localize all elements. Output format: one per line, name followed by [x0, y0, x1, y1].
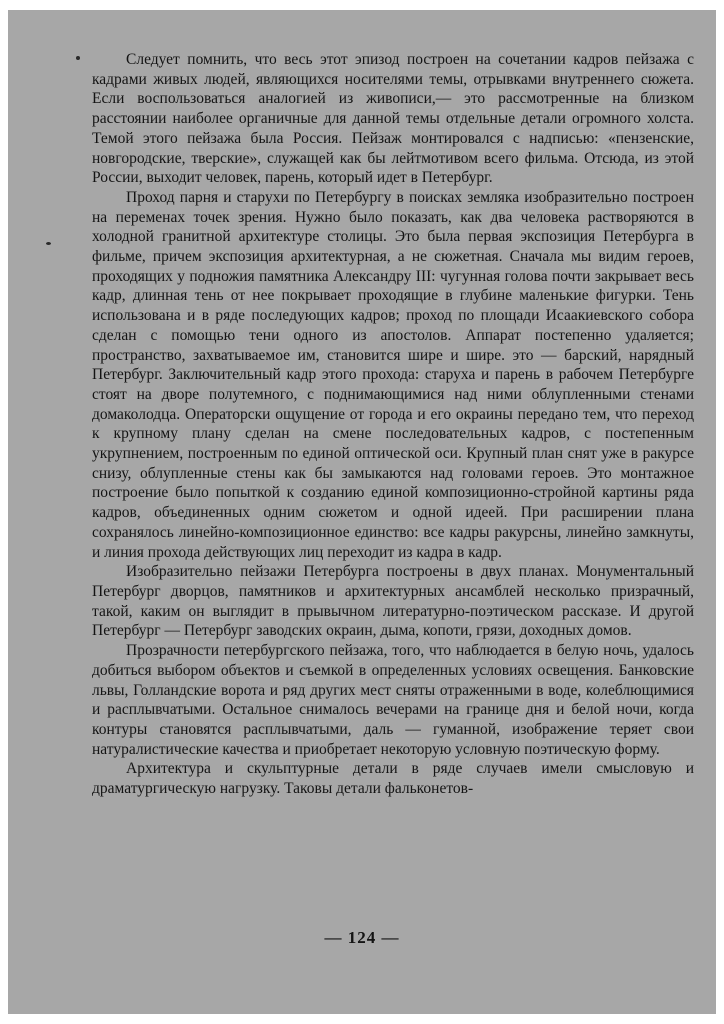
- ink-speck: [46, 242, 51, 245]
- page-number: — 124 —: [324, 928, 400, 947]
- ink-speck: [76, 56, 80, 60]
- paragraph-3: Изобразительно пейзажи Петербурга построены в двух планах. Монументальный Петербург дворцов, памятников и архитектурных ансамблей несколько призрачный, такой, каким он выглядит в прывычном литературно-поэтическом рассказе. И другой Петербург — Петербург заводских окраин, дыма, копоти, грязи, доходных домов.: [92, 563, 694, 640]
- paragraph-2: Проход парня и старухи по Петербургу в поисках земляка изобразительно построен на переменах точек зрения. Нужно было показать, как два человека растворяются в холодной гранитной архитектуре столицы. Это была первая экспозиция Петербурга в фильме, причем экспозиция архитектурная, а не сюжетная. Сначала мы видим героев, проходящих у подножия памятника Александру III: чугунная голова почти закрывает весь кадр, длинная тень от нее покрывает проходящие в глубине маленькие фигурки. Тень использована и в ряде последующих кадров; проход по площади Исаакиевского собора сделан с помощью тени одного из апостолов. Аппарат постепенно удаляется; пространство, захватываемое им, становится шире и шире. это — барский, нарядный Петербург. Заключительный кадр этого прохода: старуха и парень в рабочем Петербурге стоят на дворе полутемного, с поднимающимися над ними облупленными стенами домаколодца. Операторски ощущение от города и его окраины передано тем, что переход к крупному плану сделан на смене последовательных кадров, с постепенным укрупнением, построенным по единой оптической оси. Крупный план снят уже в ракурсе снизу, облупленные стены как бы замыкаются над головами героев. Это монтажное построение было попыткой к созданию единой композиционно-стройной картины ряда кадров, объединенных одним сюжетом и одной идеей. При расширении плана сохранялось линейно-композиционное единство: все кадры ракурсны, линейно замкнуты, и линия прохода действующих лиц переходит из кадра в кадр.: [92, 188, 694, 561]
- paragraph-1: Следует помнить, что весь этот эпизод построен на сочетании кадров пейзажа с кадрами живых людей, являющихся носителями темы, отрывками внутреннего сюжета. Если воспользоваться аналогией из живописи,— это рассмотренные на близком расстоянии наиболее органичные для данной темы отдельные детали огромного холста. Темой этого пейзажа была Россия. Пейзаж монтировался с надписью: «пензенские, новгородские, тверские», служащей как бы лейтмотивом всего фильма. Отсюда, из этой России, выходит человек, парень, который идет в Петербург.: [92, 51, 694, 187]
- body-text: [92, 50, 694, 799]
- paragraph-4: Прозрачности петербургского пейзажа, того, что наблюдается в белую ночь, удалось добиться выбором объектов и съемкой в определенных условиях освещения. Банковские львы, Голландские ворота и ряд других мест сняты отраженными в воде, колеблющимися и расплывчатыми. Остальное снималось вечерами на границе дня и белой ночи, когда контуры становятся расплывчатыми, даль — гуманной, изображение теряет свои натуралистические качества и приобретает некоторую условную поэтическую форму.: [92, 642, 694, 758]
- paragraph-5: Архитектура и скульптурные детали в ряде случаев имели смысловую и драматургическую нагрузку. Таковы детали фальконетов-: [92, 760, 694, 798]
- scanned-page: [8, 10, 716, 1014]
